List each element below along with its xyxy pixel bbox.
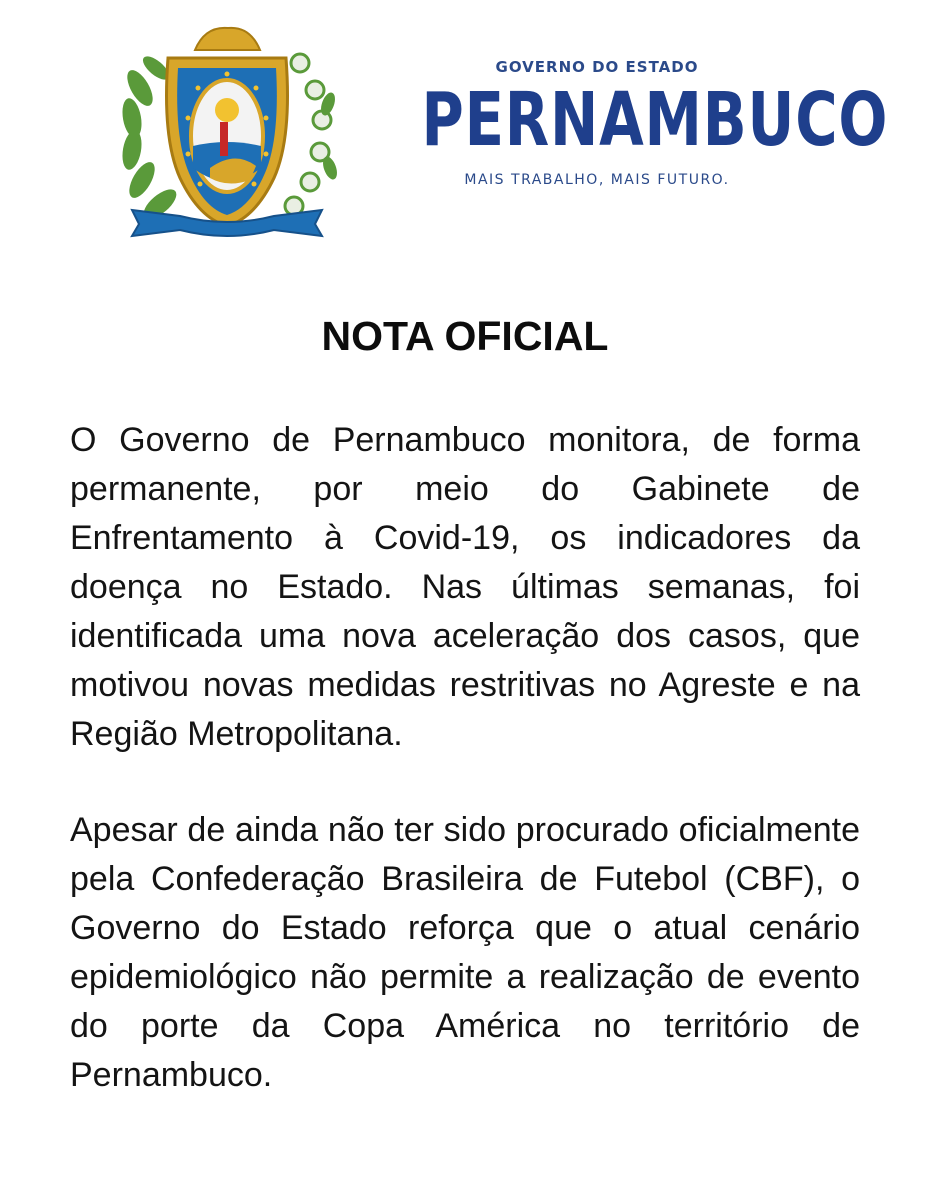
slogan: MAIS TRABALHO, MAIS FUTURO. [464,172,730,188]
paragraph-1: O Governo de Pernambuco monitora, de forma permanente, por meio do Gabinete de Enfrentamento à Covid-19, os indicadores da doença no Estado. Nas últimas semanas, foi identificada uma nova aceleração dos casos, que motivou novas medidas restritivas no Agreste e na Região Metropolitana. [70,421,860,753]
government-label: GOVERNO DO ESTADO [495,58,699,76]
header [110,18,889,258]
paragraph-2: Apesar de ainda não ter sido procurado oficialmente pela Confederação Brasileira de Futebol (CBF), o Governo do Estado reforça que o atual cenário epidemiológico não permite a realização de evento do porte da Copa América no território de Pernambuco. [70,811,860,1094]
pernambuco-coat-of-arms-icon [110,18,345,253]
brand-lockup [372,58,889,188]
state-name-logo: PERNAMBUCO [421,77,889,163]
cotton-branch-right [285,54,340,215]
document-title: NOTA OFICIAL [321,313,609,359]
